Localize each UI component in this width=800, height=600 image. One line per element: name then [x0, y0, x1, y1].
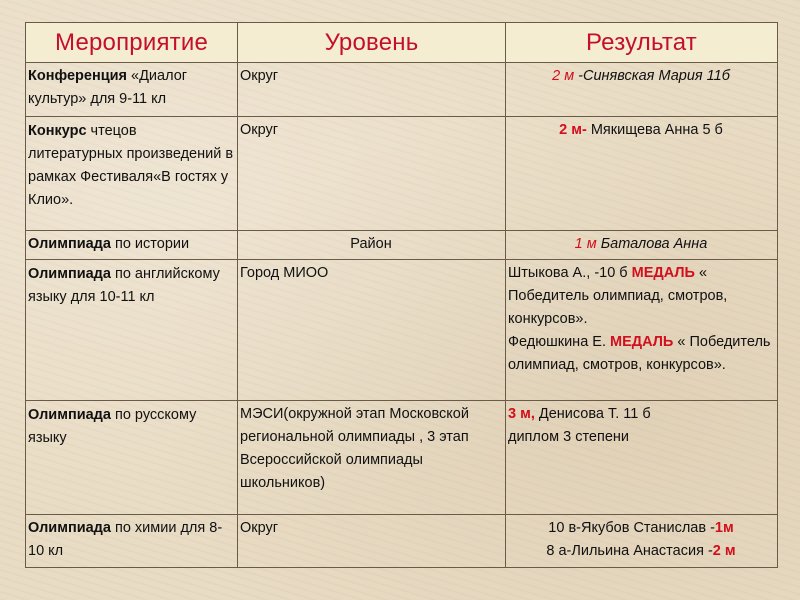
result-place: 1 м: [574, 236, 597, 252]
result-diploma: диплом 3 степени: [508, 429, 630, 445]
table-header-row: [26, 23, 778, 63]
event-cell: [26, 231, 238, 260]
result-place: 2 м: [712, 543, 736, 559]
result-entry: [508, 517, 774, 540]
result-place: 2 м-: [559, 122, 587, 138]
event-description: по истории: [110, 236, 190, 252]
medal-label: МЕДАЛЬ: [610, 334, 674, 350]
award-text: « Победитель олимпиад, смотров, конкурсов».: [508, 334, 771, 373]
medal-label: МЕДАЛЬ: [631, 265, 695, 281]
event-type: Олимпиада: [28, 407, 111, 423]
table-row: [26, 63, 778, 117]
result-cell: [506, 260, 778, 401]
result-place: 2 м: [552, 68, 575, 84]
header-result: Результат: [506, 23, 778, 63]
level-text: Округ: [240, 122, 279, 138]
level-text: Район: [350, 236, 392, 252]
event-type: Олимпиада: [28, 520, 111, 536]
level-text: Город МИОО: [240, 265, 329, 281]
event-description: «Диалог культур» для 9-11 кл: [28, 68, 188, 107]
award-text: « Победитель олимпиад, смотров, конкурсов».: [508, 265, 728, 327]
event-cell: [26, 401, 238, 515]
result-student: -Синявская Мария 11б: [574, 68, 730, 84]
result-cell: [506, 231, 778, 260]
event-type: Конференция: [28, 68, 127, 84]
event-description: по английскому языку для 10-11 кл: [28, 266, 220, 305]
event-description: чтецов литературных произведений в рамках Фестиваля«В гостях у Клио».: [28, 123, 234, 208]
level-text: Округ: [240, 68, 279, 84]
level-cell: [238, 63, 506, 117]
result-student: Денисова Т. 11 б: [534, 406, 651, 422]
result-cell: [506, 401, 778, 515]
level-cell: [238, 260, 506, 401]
table-row: [26, 515, 778, 568]
event-description: по химии для 8-10 кл: [28, 520, 223, 559]
result-student: 8 а-Лильина Анастасия -: [546, 543, 713, 559]
level-cell: [238, 117, 506, 231]
event-cell: [26, 260, 238, 401]
result-cell: [506, 515, 778, 568]
result-student: Баталова Анна: [596, 236, 708, 252]
event-cell: [26, 63, 238, 117]
result-entry: [508, 403, 774, 426]
event-description: по русскому языку: [28, 407, 197, 446]
result-entry: [508, 262, 774, 331]
level-text: Округ: [240, 520, 279, 536]
table-row: [26, 117, 778, 231]
event-type: Олимпиада: [28, 236, 111, 252]
table-row: [26, 260, 778, 401]
results-table: [25, 22, 778, 568]
table-row: [26, 401, 778, 515]
result-entry: [508, 331, 774, 377]
result-cell: [506, 117, 778, 231]
header-level: Уровень: [238, 23, 506, 63]
result-student: Штыкова А., -10 б: [508, 265, 632, 281]
event-cell: [26, 515, 238, 568]
event-cell: [26, 117, 238, 231]
result-student: Мякищева Анна 5 б: [586, 122, 723, 138]
level-text: МЭСИ(окружной этап Московской региональной олимпиады , 3 этап Всероссийской олимпиады школьников): [240, 406, 469, 491]
result-place: 3 м,: [508, 406, 535, 422]
header-event: Мероприятие: [26, 23, 238, 63]
result-place: 1м: [714, 520, 734, 536]
result-student: Федюшкина Е.: [508, 334, 611, 350]
event-type: Конкурс: [28, 123, 87, 139]
result-entry: [508, 540, 774, 563]
result-cell: [506, 63, 778, 117]
result-student: 10 в-Якубов Станислав -: [548, 520, 715, 536]
level-cell: [238, 401, 506, 515]
event-type: Олимпиада: [28, 266, 111, 282]
level-cell: [238, 515, 506, 568]
level-cell: [238, 231, 506, 260]
table-row: [26, 231, 778, 260]
